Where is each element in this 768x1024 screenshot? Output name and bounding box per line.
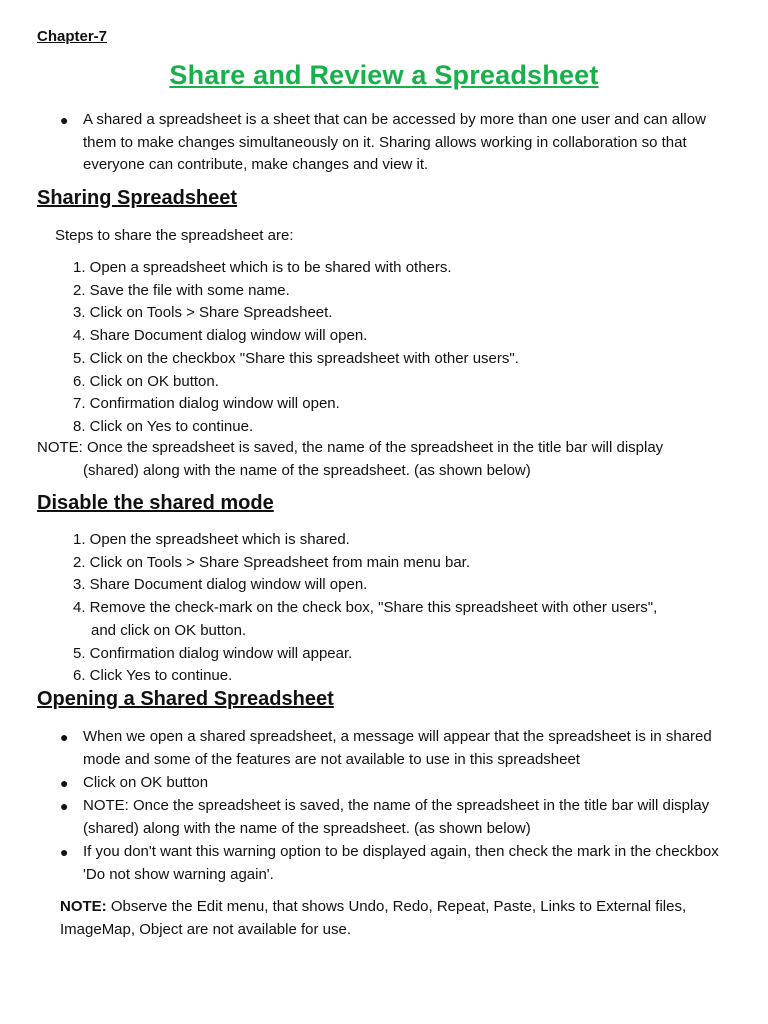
list-item-continuation: and click on OK button. xyxy=(91,621,247,639)
bullet-icon: ● xyxy=(60,112,69,128)
sharing-steps-list xyxy=(73,257,753,439)
opening-bullet xyxy=(60,795,740,840)
section-heading-sharing: Sharing Spreadsheet xyxy=(37,187,238,209)
final-note xyxy=(60,896,740,941)
bullet-icon: ● xyxy=(60,775,69,791)
list-item: 5. Click on the checkbox "Share this spreadsheet with other users". xyxy=(73,349,519,367)
section-heading-opening: Opening a Shared Spreadsheet xyxy=(37,688,334,710)
bullet-icon: ● xyxy=(60,729,69,745)
list-item: 5. Confirmation dialog window will appear. xyxy=(73,644,353,662)
list-item: 6. Click on OK button. xyxy=(73,372,219,390)
list-item: 6. Click Yes to continue. xyxy=(73,667,233,685)
list-item: 4. Remove the check-mark on the check box, "Share this spreadsheet with other users", xyxy=(73,599,658,617)
final-note-label: NOTE: xyxy=(60,898,107,915)
intro-bullet xyxy=(60,109,740,177)
section-heading-disable: Disable the shared mode xyxy=(37,492,274,514)
opening-bullet xyxy=(60,841,740,886)
list-item: 1. Open a spreadsheet which is to be shared with others. xyxy=(73,259,452,276)
list-item: 1. Open the spreadsheet which is shared. xyxy=(73,531,350,548)
sharing-note-line1: NOTE: Once the spreadsheet is saved, the name of the spreadsheet in the title bar will display xyxy=(37,439,664,456)
intro-bullet-text: A shared a spreadsheet is a sheet that can be accessed by more than one user and can allow them to make changes simultaneously on it. Sharing allows working in collaboration so that everyone can contribute, make changes and view it. xyxy=(83,111,706,174)
list-item: 2. Save the file with some name. xyxy=(73,281,290,299)
bullet-icon: ● xyxy=(60,844,69,860)
opening-bullet-text: When we open a shared spreadsheet, a message will appear that the spreadsheet is in shared mode and some of the features are not available to use in this spreadsheet xyxy=(83,728,712,768)
list-item: 3. Share Document dialog window will open. xyxy=(73,576,368,594)
chapter-label: Chapter-7 xyxy=(37,28,108,45)
opening-bullet xyxy=(60,772,740,795)
list-item: 4. Share Document dialog window will open. xyxy=(73,327,368,345)
opening-bullet xyxy=(60,726,740,771)
opening-bullet-text: If you don't want this warning option to be displayed again, then check the mark in the checkbox 'Do not show warning again'. xyxy=(83,843,719,883)
list-item: 2. Click on Tools > Share Spreadsheet from main menu bar. xyxy=(73,553,471,571)
list-item: 8. Click on Yes to continue. xyxy=(73,417,254,435)
opening-bullet-text: Click on OK button xyxy=(83,774,209,791)
sharing-note xyxy=(37,437,737,482)
list-item: 3. Click on Tools > Share Spreadsheet. xyxy=(73,304,333,322)
disable-steps-list xyxy=(73,529,753,688)
final-note-text: Observe the Edit menu, that shows Undo, Redo, Repeat, Paste, Links to External files, ImageMap, Object are not available for use. xyxy=(60,898,687,938)
list-item: 7. Confirmation dialog window will open. xyxy=(73,395,340,413)
opening-bullet-text: NOTE: Once the spreadsheet is saved, the name of the spreadsheet in the title bar will display (shared) along with the name of the spreadsheet. (as shown below) xyxy=(83,797,710,837)
sharing-intro: Steps to share the spreadsheet are: xyxy=(55,227,294,244)
sharing-note-line2: (shared) along with the name of the spreadsheet. (as shown below) xyxy=(83,461,531,479)
page-title: Share and Review a Spreadsheet xyxy=(169,60,599,90)
bullet-icon: ● xyxy=(60,798,69,814)
